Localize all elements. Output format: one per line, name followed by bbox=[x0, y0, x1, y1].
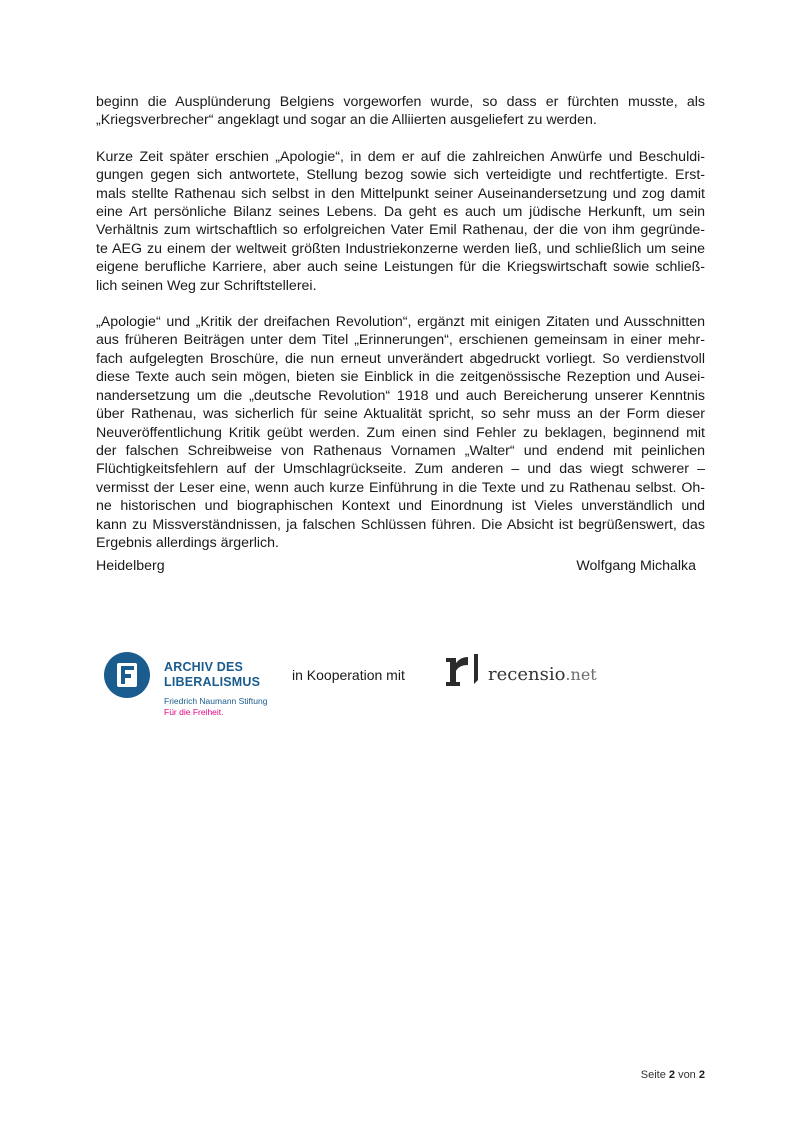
paragraph-1 bbox=[96, 93, 705, 130]
text-line: „Kriegsverbrecher“ angeklagt und sogar an die Alliierten ausgeliefert zu werden. bbox=[96, 112, 597, 129]
fnf-emblem-icon bbox=[104, 652, 150, 698]
recensio-r-icon bbox=[444, 652, 484, 688]
text-line: lich seinen Weg zur Schriftstellerei. bbox=[96, 277, 317, 294]
fnf-sub-line1: Friedrich Naumann Stiftung bbox=[164, 696, 268, 706]
recensio-logo bbox=[444, 652, 604, 692]
text-line: vermisst der Leser eine, wenn auch kurze Einführung in die Texte und zu Rathenau selbst. Oh- bbox=[96, 479, 705, 496]
text-line: aus früheren Beiträgen unter dem Titel „Erinnerungen“, erschienen gemeinsam in einer mehr- bbox=[96, 332, 705, 349]
text-line: ne historischen und biographischen Kontext und Einordnung ist Vieles unverständlich und bbox=[96, 498, 705, 515]
fnf-sub-line2: Für die Freiheit. bbox=[164, 706, 224, 717]
paragraph-3 bbox=[96, 313, 705, 552]
recensio-wordmark bbox=[488, 664, 597, 685]
text-line: eigene berufliche Karriere, aber auch seine Leistungen für die Kriegswirtschaft sowie schließ- bbox=[96, 259, 705, 276]
paragraph-2 bbox=[96, 148, 705, 295]
page-middle: von bbox=[678, 1069, 696, 1081]
text-line: Flüchtigkeitsfehlern auf der Umschlagrückseite. Zum anderen – und das wiegt schwerer – bbox=[96, 461, 705, 478]
text-line: der falschen Schreibweise von Rathenaus Vornamen „Walter“ und endend mit peinlichen bbox=[96, 442, 705, 459]
text-line: Neuveröffentlichung Kritik geübt werden. Zum einen sind Fehler zu beklagen, beginnend mit bbox=[96, 424, 705, 441]
signature-author: Wolfgang Michalka bbox=[576, 558, 696, 574]
page-total: 2 bbox=[698, 1069, 705, 1081]
text-line: „Apologie“ und „Kritik der dreifachen Revolution“, ergänzt mit einigen Zitaten und Ausschnitten bbox=[96, 314, 705, 331]
fnf-title bbox=[164, 660, 260, 690]
fnf-subtitle bbox=[164, 696, 267, 717]
text-line: diese Texte auch sein mögen, bieten sie Einblick in die zeitgenössische Rezeption und Ausei- bbox=[96, 369, 705, 386]
recensio-name: recensio bbox=[488, 664, 566, 685]
text-line: Kurze Zeit später erschien „Apologie“, in dem er auf die zahlreichen Anwürfe und Beschuldi- bbox=[96, 148, 705, 165]
cooperation-text: in Kooperation mit bbox=[292, 667, 405, 683]
page-prefix: Seite bbox=[640, 1069, 666, 1081]
page-current: 2 bbox=[668, 1069, 675, 1081]
text-line: mals stellte Rathenau sich selbst in den Mittelpunkt seiner Auseinandersetzung und zog damit bbox=[96, 185, 705, 202]
text-line: fach aufgelegten Broschüre, die nun erneut unverändert abgedruckt vorliegt. So verdienstvoll bbox=[96, 350, 705, 367]
fnf-title-line2: LIBERALISMUS bbox=[164, 675, 261, 689]
article-body bbox=[96, 93, 705, 570]
signature-place: Heidelberg bbox=[96, 558, 165, 574]
text-line: te AEG zu einem der weltweit größten Industriekonzerne werden ließ, und schließlich um seine bbox=[96, 240, 705, 257]
text-line: eine Art persönliche Bilanz seines Lebens. Da geht es auch um jüdische Herkunft, um sein bbox=[96, 204, 705, 221]
page-number bbox=[641, 1069, 705, 1081]
text-line: Verhältnis zum wirtschaftlich so erfolgreichen Vater Emil Rathenau, der die von ihm gegründe- bbox=[96, 222, 705, 239]
text-line: gungen gegen sich antwortete, Stellung bezog sowie sich verteidigte und rechtfertigte. Erst- bbox=[96, 167, 705, 184]
text-line: kann zu Missverständnissen, ja falschen Schlüssen führen. Die Absicht ist begrüßenswert, das bbox=[96, 516, 705, 533]
text-line: über Rathenau, was sicherlich für seine Aktualität spricht, so sehr muss an der Form dieser bbox=[96, 406, 705, 423]
fnf-title-line1: ARCHIV DES bbox=[164, 660, 244, 674]
recensio-suffix: .net bbox=[565, 665, 597, 684]
text-line: beginn die Ausplünderung Belgiens vorgeworfen wurde, so dass er fürchten musste, als bbox=[96, 94, 705, 110]
text-line: nandersetzung um die „deutsche Revolution“ 1918 und auch Bereicherung unserer Kenntnis bbox=[96, 387, 705, 404]
logo-row bbox=[104, 648, 624, 738]
archiv-des-liberalismus-logo bbox=[104, 648, 284, 728]
text-line: Ergebnis allerdings ärgerlich. bbox=[96, 534, 279, 551]
